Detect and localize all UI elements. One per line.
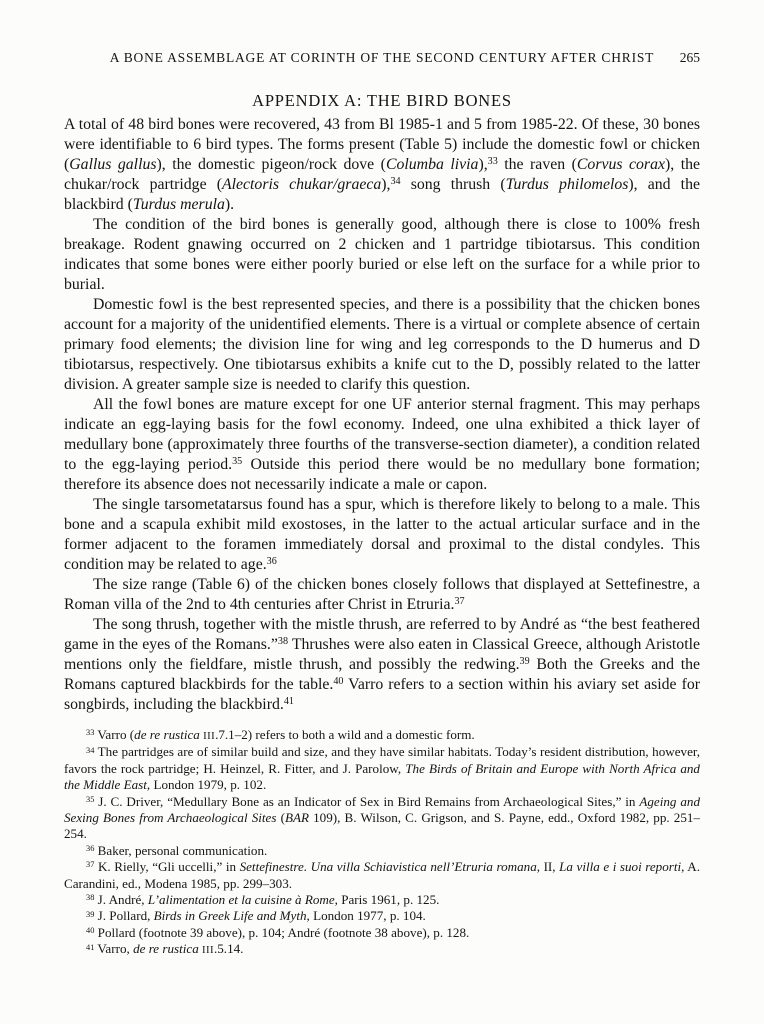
body-paragraph-7: The song thrush, together with the mistle thrush, are referred to by André as “the best feathered game in the eyes of the Romans.”$^{38}$ Thrushes were also eaten in Classical Greece, although Aristotle mentions only the fieldfare, mistle thrush, and possibly the redwing.$^{39}$ Both the Greeks and the Romans captured blackbirds for the table.$^{40}$ Varro refers to a section within his aviary set aside for songbirds, including the blackbird.$^{41}$: [64, 616, 700, 713]
footnote-number: 40: [86, 926, 95, 936]
footnote-41: $^{41}$ Varro, de re rustica III.5.14.: [86, 941, 244, 957]
italic-text: de re rustica: [133, 941, 199, 957]
italic-text: La villa e i suoi reporti: [559, 859, 682, 875]
body-paragraph-4: All the fowl bones are mature except for one UF anterior sternal fragment. This may perhaps indicate an egg-laying basis for the fowl economy. Indeed, one ulna exhibited a thick layer of medullary bone (approximately three fourths of the transverse-section diameter), a condition related to the egg-laying period.$^{35}$ Outside this period there would be no medullary bone formation; therefore its absence does not necessarily indicate a male or capon.: [64, 396, 701, 493]
footnote-reference: 38: [277, 636, 288, 648]
footnote-38: $^{38}$ J. André, L’alimentation et la cuisine à Rome, Paris 1961, p. 125.: [86, 892, 440, 908]
italic-text: Birds in Greek Life and Myth: [153, 908, 307, 924]
footnote-35: $^{35}$ J. C. Driver, “Medullary Bone as an Indicator of Sex in Bird Remains from Archaeological Sites,” in Ageing and Sexing Bones from Archaeological Sites (BAR 109), B. Wilson, C. Grigson, and S. Payne, edd., Oxford 1982, pp. 251–254.: [64, 793, 700, 842]
footnote-reference: 40: [333, 676, 344, 688]
footnote-number: 35: [86, 794, 95, 804]
footnote-33: $^{33}$ Varro (de re rustica III.7.1–2) refers to both a wild and a domestic form.: [86, 727, 475, 742]
small-caps-text: III: [202, 944, 214, 957]
page-number: 265: [679, 50, 700, 65]
section-title: APPENDIX A: THE BIRD BONES: [252, 91, 512, 110]
footnote-number: 36: [86, 844, 95, 854]
footnote-36: $^{36}$ Baker, personal communication.: [86, 842, 268, 858]
body-paragraph-6: The size range (Table 6) of the chicken bones closely follows that displayed at Settefinestre, a Roman villa of the 2nd to 4th centuries after Christ in Etruria.$^{37}$: [64, 576, 700, 613]
footnote-reference: 41: [283, 696, 294, 708]
footnote-reference: 37: [454, 596, 465, 608]
footnote-number: 34: [86, 745, 95, 755]
small-caps-text: III: [203, 730, 216, 742]
footnote-number: 33: [86, 728, 95, 738]
italic-text: de re rustica: [134, 727, 200, 742]
body-text: [64, 115, 700, 715]
running-head: [64, 50, 700, 66]
footnote-number: 39: [86, 909, 95, 919]
footnote-39: $^{39}$ J. Pollard, Birds in Greek Life and Myth, London 1977, p. 104.: [86, 908, 426, 924]
italic-text: Gallus gallus: [69, 156, 157, 173]
italic-text: Alectoris chukar/graeca: [221, 176, 382, 193]
body-paragraph-3: Domestic fowl is the best represented species, and there is a possibility that the chicken bones account for a majority of the unidentified elements. There is a virtual or complete absence of certain primary food elements; the division line for wing and leg corresponds to the D humerus and D tibiotarsus, respectively. One tibiotarsus exhibits a knife cut to the D, possibly related to the latter division. A greater sample size is needed to clarify this question.: [64, 296, 700, 393]
footnote-40: $^{40}$ Pollard (footnote 39 above), p. 104; André (footnote 38 above), p. 128.: [86, 924, 470, 940]
italic-text: Corvus corax: [576, 156, 665, 173]
footnote-number: 37: [86, 860, 95, 870]
footnote-reference: 35: [232, 456, 243, 468]
footnote-reference: 33: [487, 156, 498, 168]
italic-text: Settefinestre. Una villa Schiavistica nell’Etruria romana: [239, 859, 537, 875]
footnote-reference: 39: [519, 656, 530, 668]
body-paragraph-5: The single tarsometatarsus found has a spur, which is therefore likely to belong to a male. This bone and a scapula exhibit mild exostoses, in the latter to the actual articular surface and in the former adjacent to the foramen immediately dorsal and proximal to the distal condyles. This condition may be related to age.$^{36}$: [64, 496, 700, 573]
italic-text: Columba livia: [385, 156, 479, 173]
footnote-reference: 34: [390, 176, 401, 188]
body-paragraph-2: The condition of the bird bones is generally good, although there is close to 100% fresh breakage. Rodent gnawing occurred on 2 chicken and 1 partridge tibiotarsus. This condition indicates that some bones were either poorly buried or else left on the surface for a while prior to burial.: [64, 216, 700, 293]
body-paragraph-1: A total of 48 bird bones were recovered, 43 from Bl 1985-1 and 5 from 1985-22. Of these, 30 bones were identifiable to 6 bird types. The forms present (Table 5) include the domestic fowl or chicken (Gallus gallus), the domestic pigeon/rock dove (Columba livia),$^{33}$ the raven (Corvus corax), the chukar/rock partridge (Alectoris chukar/graeca),$^{34}$ song thrush (Turdus philomelos), and the blackbird (Turdus merula).: [64, 116, 700, 213]
footnote-number: 41: [86, 942, 95, 952]
italic-text: BAR: [284, 810, 309, 826]
running-head-title: A BONE ASSEMBLAGE AT CORINTH OF THE SECOND CENTURY AFTER CHRIST: [109, 50, 655, 65]
footnote-34: $^{34}$ The partridges are of similar build and size, and they have similar habitats. Today’s resident distribution, however, favors the rock partridge; H. Heinzel, R. Fitter, and J. Parolow, The Birds of Britain and Europe with North Africa and the Middle East, London 1979, p. 102.: [64, 744, 700, 793]
italic-text: Ageing and Sexing Bones from Archaeological Sites: [64, 793, 700, 826]
footnote-37: $^{37}$ K. Rielly, “Gli uccelli,” in Settefinestre. Una villa Schiavistica nell’Etruria romana, II, La villa e i suoi reporti, A. Carandini, ed., Modena 1985, pp. 299–303.: [64, 859, 700, 891]
italic-text: L’alimentation et la cuisine à Rome: [147, 892, 335, 908]
footnote-number: 38: [86, 893, 95, 903]
italic-text: The Birds of Britain and Europe with North Africa and the Middle East: [64, 760, 700, 793]
italic-text: Turdus philomelos: [505, 176, 629, 193]
footnotes-section: [64, 727, 700, 959]
footnote-reference: 36: [266, 556, 277, 568]
italic-text: Turdus merula: [132, 196, 225, 213]
